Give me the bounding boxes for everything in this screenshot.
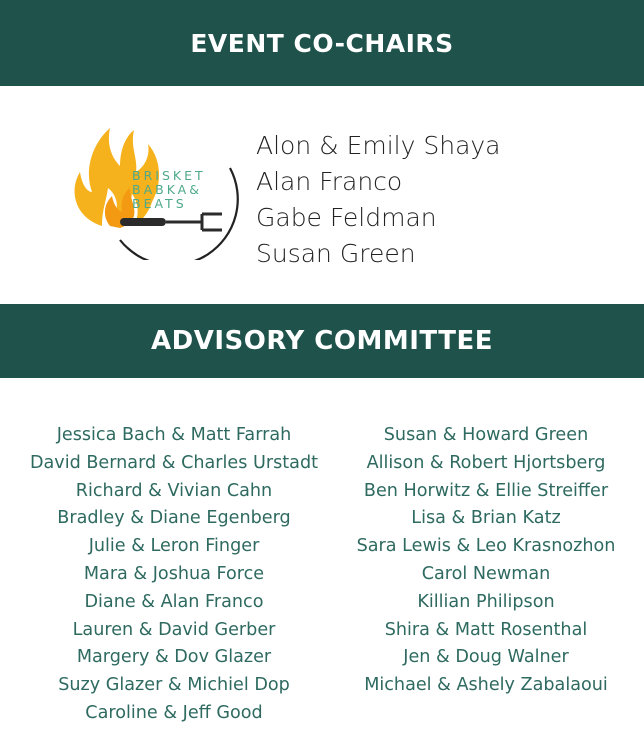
committee-member: Richard & Vivian Cahn [75,480,273,501]
committee-member: David Bernard & Charles Urstadt [29,452,319,473]
committee-member: Caroline & Jeff Good [85,702,263,723]
advisory-heading: ADVISORY COMMITTEE [0,304,644,378]
cochairs-list [256,128,501,272]
committee-member: Mara & Joshua Force [83,563,265,584]
cochair-name: Alan Franco [256,167,403,196]
committee-member: Jen & Doug Walner [403,647,569,668]
advisory-left-column [8,422,340,728]
committee-member: Diane & Alan Franco [84,591,264,612]
committee-member: Ben Horwitz & Ellie Streiffer [363,480,609,501]
cochairs-heading: EVENT CO-CHAIRS [0,0,644,86]
cochair-name: Susan Green [256,239,416,268]
committee-member: Sara Lewis & Leo Krasnozhon [356,536,616,557]
logo-line-1: BRISKET [132,168,206,183]
cochair-name: Gabe Feldman [256,203,437,232]
committee-member: Bradley & Diane Egenberg [57,508,291,529]
brisket-babka-beats-logo [62,108,240,260]
committee-member: Julie & Leron Finger [88,536,260,557]
committee-member: Shira & Matt Rosenthal [384,619,588,640]
logo-line-2: BABKA& [132,182,202,197]
committee-member: Carol Newman [421,563,551,584]
logo-line-3: BEATS [132,196,187,211]
committee-member: Susan & Howard Green [383,425,589,445]
committee-member: Lisa & Brian Katz [411,508,561,529]
committee-member: Suzy Glazer & Michiel Dop [58,675,290,696]
committee-member: Killian Philipson [417,591,555,612]
committee-member: Jessica Bach & Matt Farrah [56,425,292,445]
committee-member: Margery & Dov Glazer [76,647,272,668]
cochair-name: Alon & Emily Shaya [256,131,501,160]
committee-member: Michael & Ashely Zabalaoui [364,675,608,696]
committee-member: Allison & Robert Hjortsberg [366,452,606,473]
committee-member: Lauren & David Gerber [72,619,276,640]
advisory-right-column [336,422,636,700]
